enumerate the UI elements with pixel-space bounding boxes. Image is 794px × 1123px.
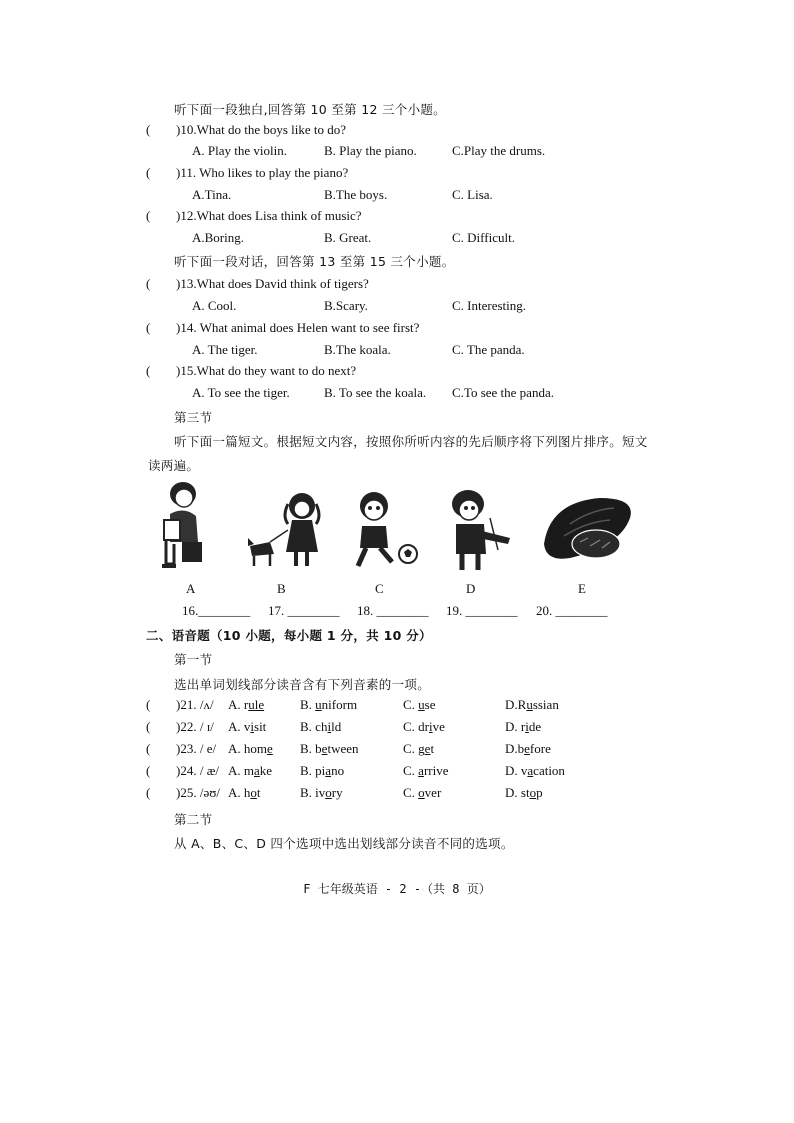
option-c: C. Lisa. <box>452 187 493 202</box>
underlined-letters: u <box>418 697 425 712</box>
question-10 <box>0 122 794 142</box>
option-text: A. r <box>228 697 249 712</box>
underlined-letters: o <box>250 785 257 800</box>
question-text: )15.What do they want to do next? <box>176 363 357 378</box>
option-text: ld <box>331 719 342 734</box>
answer-paren[interactable]: ( <box>146 122 151 137</box>
option-d <box>505 697 559 713</box>
underlined-letters: e <box>267 741 273 756</box>
question-11 <box>0 165 794 185</box>
option-text: D.b <box>505 741 525 756</box>
option-b <box>300 763 344 779</box>
underlined-letters: e <box>321 741 328 756</box>
option-a: A. Play the violin. <box>192 143 287 158</box>
option-text: D. st <box>505 785 530 800</box>
picture-label-c: C <box>375 581 384 596</box>
answer-paren[interactable]: ( <box>146 208 151 223</box>
question-12-options <box>0 230 794 250</box>
answer-paren[interactable]: ( <box>146 320 151 335</box>
option-text: ve <box>432 719 445 734</box>
option-c: C.Play the drums. <box>452 143 546 158</box>
question-13-options <box>0 298 794 318</box>
question-text: )10.What do the boys like to do? <box>176 122 347 137</box>
phonetics-row <box>0 785 794 805</box>
option-text: A. m <box>228 763 254 778</box>
option-text: C. g <box>403 741 425 756</box>
option-text: D.R <box>505 697 527 712</box>
underlined-letters: i <box>525 719 529 734</box>
question-text: )11. Who likes to play the piano? <box>176 165 349 180</box>
phonetics-question: )24. / æ/ <box>176 763 219 778</box>
underlined-letters: ule <box>248 697 265 712</box>
option-text: C. <box>403 785 419 800</box>
option-text: B. pi <box>300 763 326 778</box>
option-a: A. The tiger. <box>192 342 258 357</box>
option-a: A. Cool. <box>192 298 237 313</box>
section2-part1-title: 第一节 <box>174 652 213 667</box>
option-b: B. To see the koala. <box>324 385 427 400</box>
option-text: de <box>528 719 542 734</box>
phonetics-row <box>0 741 794 761</box>
option-b <box>300 719 341 735</box>
answer-blank-18[interactable]: 18. ________ <box>357 603 429 618</box>
option-text: tween <box>327 741 359 756</box>
answer-paren[interactable]: ( <box>146 763 151 778</box>
part3-intro-line1: 听下面一篇短文。根据短文内容，按照你所听内容的先后顺序将下列图片排序。短文 <box>174 434 648 449</box>
underlined-letters: u <box>315 697 322 712</box>
option-a <box>228 719 266 735</box>
option-b: B.Scary. <box>324 298 368 313</box>
option-text: sit <box>254 719 267 734</box>
option-d <box>505 763 565 779</box>
option-text: D. r <box>505 719 526 734</box>
answer-blank-17[interactable]: 17. ________ <box>268 603 340 618</box>
option-text: t <box>256 785 261 800</box>
option-text: cation <box>533 763 565 778</box>
girl-with-dog-icon <box>244 488 328 572</box>
option-a: A.Tina. <box>192 187 232 202</box>
answer-paren[interactable]: ( <box>146 785 151 800</box>
option-text: ver <box>424 785 442 800</box>
option-b <box>300 697 357 713</box>
question-15-options <box>0 385 794 405</box>
boy-playing-violin-icon <box>442 488 518 574</box>
question-14-options <box>0 342 794 362</box>
underlined-letters: o <box>418 785 425 800</box>
option-d <box>505 719 541 735</box>
phonetics-question: )23. / e/ <box>176 741 217 756</box>
option-text: A. hom <box>228 741 267 756</box>
question-12 <box>0 208 794 228</box>
option-text: t <box>430 741 435 756</box>
question-13 <box>0 276 794 296</box>
option-text: ke <box>259 763 273 778</box>
option-d <box>505 741 551 757</box>
underlined-letters: e <box>424 741 431 756</box>
option-a <box>228 785 261 801</box>
boy-playing-soccer-icon <box>352 490 422 572</box>
question-text: )13.What does David think of tigers? <box>176 276 369 291</box>
picture-label-e: E <box>578 581 586 596</box>
section2-title: 二、语音题（10 小题，每小题 1 分，共 10 分） <box>146 628 432 643</box>
phonetics-question: )22. / ɪ/ <box>176 719 214 734</box>
picture-label-b: B <box>277 581 286 596</box>
option-b: B. Great. <box>324 230 372 245</box>
underlined-letters: i <box>250 719 255 734</box>
part3-intro-line2: 读两遍。 <box>148 458 200 473</box>
question-text: )14. What animal does Helen want to see first? <box>176 320 420 335</box>
question-11-options <box>0 187 794 207</box>
option-b <box>300 741 359 757</box>
question-14 <box>0 320 794 340</box>
option-text: p <box>536 785 543 800</box>
section2-part2-intro: 从 A、B、C、D 四个选项中选出划线部分读音不同的选项。 <box>174 836 514 851</box>
option-a <box>228 741 273 757</box>
underlined-letters: a <box>527 763 534 778</box>
option-b: B. Play the piano. <box>324 143 417 158</box>
option-text: B. b <box>300 741 322 756</box>
section-intro-monologue: 听下面一段独白,回答第 10 至第 12 三个小题。 <box>174 102 446 117</box>
option-c: C.To see the panda. <box>452 385 554 400</box>
option-text: ssian <box>532 697 559 712</box>
option-text: C. <box>403 697 419 712</box>
option-c <box>403 697 436 713</box>
answer-paren[interactable]: ( <box>146 276 151 291</box>
option-b <box>300 785 343 801</box>
boy-reading-icon <box>156 480 210 572</box>
underlined-letters: o <box>529 785 537 800</box>
answer-paren[interactable]: ( <box>146 741 151 756</box>
option-c <box>403 719 445 735</box>
option-text: ry <box>331 785 343 800</box>
option-text: D. v <box>505 763 528 778</box>
answer-paren[interactable]: ( <box>146 363 151 378</box>
phonetics-row <box>0 763 794 783</box>
underlined-letters: a <box>254 763 260 778</box>
question-15 <box>0 363 794 383</box>
answer-paren[interactable]: ( <box>146 697 151 712</box>
option-b: B.The boys. <box>324 187 388 202</box>
option-c: C. Interesting. <box>452 298 527 313</box>
option-text: C. dr <box>403 719 429 734</box>
part3-title: 第三节 <box>174 410 213 425</box>
underlined-letters: a <box>418 763 424 778</box>
option-c <box>403 785 441 801</box>
picture-label-a: A <box>186 581 196 596</box>
underlined-letters: a <box>325 763 332 778</box>
option-b: B.The koala. <box>324 342 391 357</box>
option-text: A. v <box>228 719 251 734</box>
section-intro-dialogue: 听下面一段对话，回答第 13 至第 15 三个小题。 <box>174 254 455 269</box>
underlined-letters: i <box>429 719 433 734</box>
option-c <box>403 763 449 779</box>
phonetics-question: )21. /ʌ/ <box>176 697 214 712</box>
section2-part2-title: 第二节 <box>174 812 213 827</box>
answer-paren[interactable]: ( <box>146 165 151 180</box>
bread-icon <box>540 494 638 564</box>
answer-blank-16[interactable]: 16.________ <box>182 603 251 618</box>
question-10-options <box>0 143 794 163</box>
underlined-letters: e <box>524 741 530 756</box>
option-text: rrive <box>423 763 449 778</box>
underlined-letters: i <box>327 719 332 734</box>
option-a: A. To see the tiger. <box>192 385 290 400</box>
option-text: C. <box>403 763 419 778</box>
option-text: B. iv <box>300 785 326 800</box>
answer-blank-19[interactable]: 19. ________ <box>446 603 518 618</box>
option-a: A.Boring. <box>192 230 244 245</box>
option-a <box>228 763 272 779</box>
question-text: )12.What does Lisa think of music? <box>176 208 362 223</box>
option-text: A. h <box>228 785 251 800</box>
answer-blank-20[interactable]: 20. ________ <box>536 603 608 618</box>
picture-label-d: D <box>466 581 476 596</box>
option-text: no <box>331 763 345 778</box>
option-d <box>505 785 543 801</box>
phonetics-row <box>0 719 794 739</box>
option-text: B. <box>300 697 316 712</box>
underlined-letters: o <box>325 785 332 800</box>
option-text: fore <box>529 741 551 756</box>
option-a <box>228 697 264 713</box>
option-c: C. Difficult. <box>452 230 515 245</box>
phonetics-question: )25. /əʊ/ <box>176 785 220 800</box>
option-text: niform <box>321 697 358 712</box>
option-c: C. The panda. <box>452 342 525 357</box>
section2-part1-intro: 选出单词划线部分读音含有下列音素的一项。 <box>174 677 431 692</box>
phonetics-row <box>0 697 794 717</box>
answer-paren[interactable]: ( <box>146 719 151 734</box>
underlined-letters: u <box>526 697 533 712</box>
page-footer: F 七年级英语 - 2 -（共 8 页） <box>303 882 491 896</box>
option-text: se <box>424 697 436 712</box>
option-c <box>403 741 434 757</box>
option-text: B. ch <box>300 719 328 734</box>
